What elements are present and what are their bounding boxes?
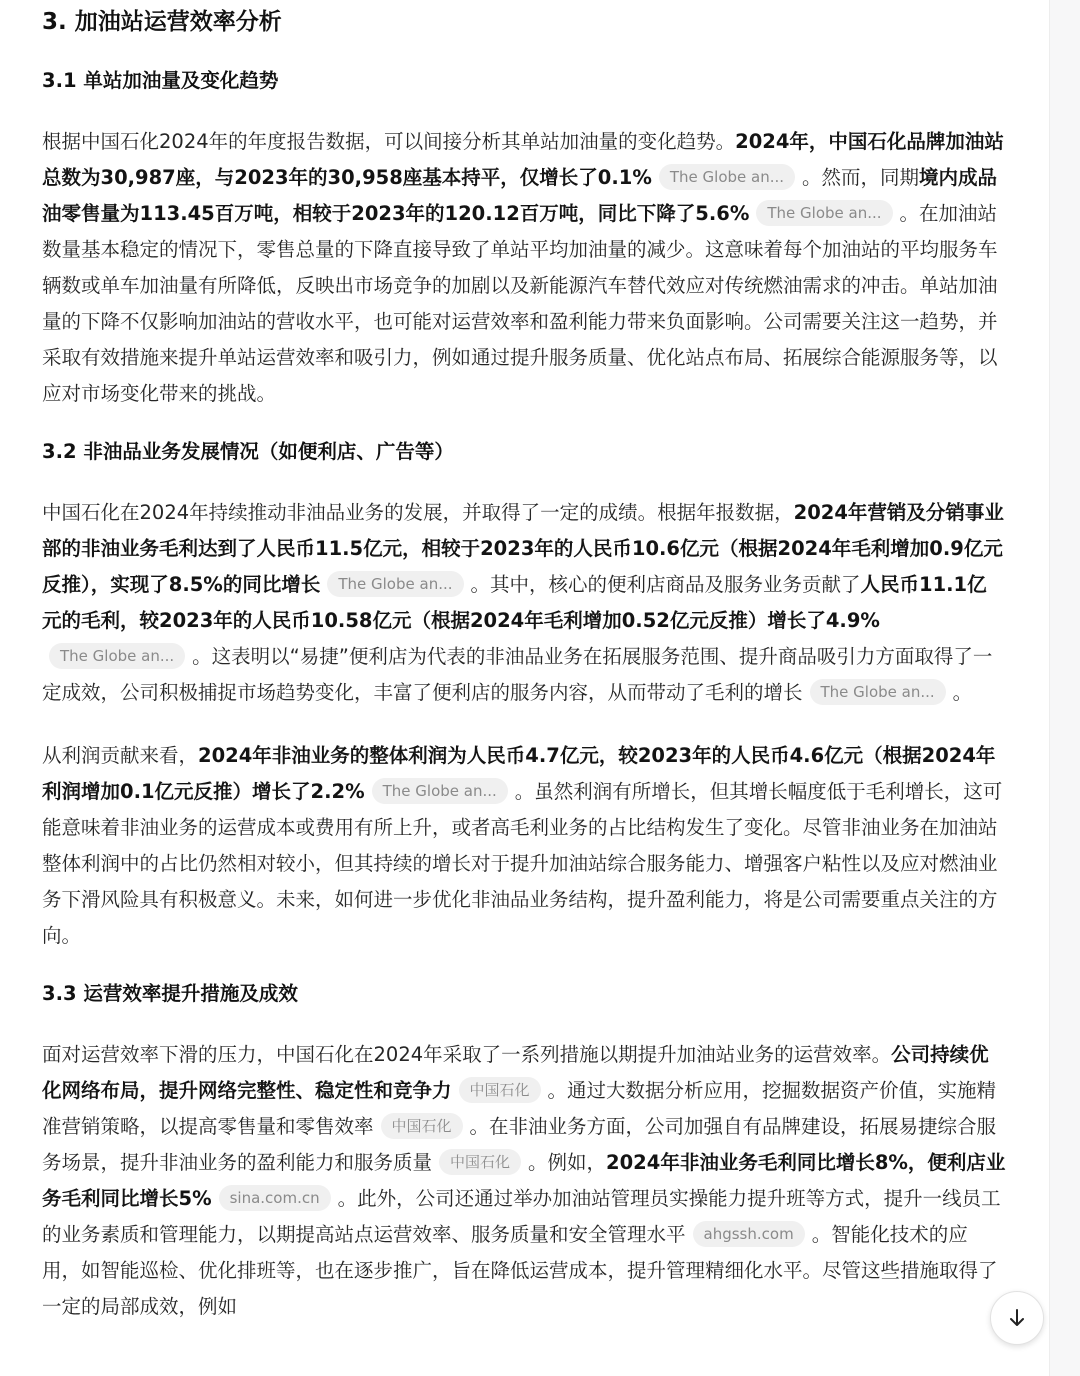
scroll-to-bottom-button[interactable] xyxy=(990,1291,1044,1345)
subsection-title-3-2: 3.2 非油品业务发展情况（如便利店、广告等） xyxy=(42,440,454,463)
text-span: 中国石化在2024年持续推动非油品业务的发展，并取得了一定的成绩。根据年报数据， xyxy=(42,501,794,524)
paragraph-3-3 xyxy=(42,1037,1006,1325)
bold-text: 2024年非油业务毛利同比增长8%，便利店业务毛利同比增长5% xyxy=(42,1151,1006,1210)
text-span: 。此外，公司还通过举办加油站管理员实操能力提升班等方式，提升一线员工的业务素质和管理能力，以期提高站点运营效率、服务质量和安全管理水平 xyxy=(42,1187,1001,1246)
text-span: 。在非油业务方面，公司加强自有品牌建设，拓展易捷综合服务场景，提升非油业务的盈利能力和服务质量 xyxy=(42,1115,997,1174)
text-span: 面对运营效率下滑的压力，中国石化在2024年采取了一系列措施以期提升加油站业务的运营效率。 xyxy=(42,1043,892,1066)
citation-chip[interactable]: 中国石化 xyxy=(381,1113,463,1139)
text-span: 。这表明以“易捷”便利店为代表的非油品业务在拓展服务范围、提升商品吸引力方面取得了一定成效，公司积极捕捉市场趋势变化，丰富了便利店的服务内容，从而带动了毛利的增长 xyxy=(42,645,993,704)
bold-text: 人民币11.1亿元的毛利，较2023年的人民币10.58亿元（根据2024年毛利增加0.52亿元反推）增长了4.9% xyxy=(42,573,987,632)
subsection-title-3-1: 3.1 单站加油量及变化趋势 xyxy=(42,69,279,92)
right-scroll-strip xyxy=(1049,0,1080,1376)
bold-text: 2024年营销及分销事业部的非油业务毛利达到了人民币11.5亿元，相较于2023年的人民币10.6亿元（根据2024年毛利增加0.9亿元反推），实现了8.5%的同比增长 xyxy=(42,501,1004,596)
text-span: 。例如， xyxy=(528,1151,607,1174)
paragraph-3-2-a xyxy=(42,495,1006,711)
text-span: 。然而，同期 xyxy=(802,166,920,189)
text-span: 。智能化技术的应用，如智能巡检、优化排班等，也在逐步推广，旨在降低运营成本，提升管理精细化水平。尽管这些措施取得了一定的局部成效，例如 xyxy=(42,1223,998,1318)
bold-text: 境内成品油零售量为113.45百万吨，相较于2023年的120.12百万吨，同比下降了5.6% xyxy=(42,166,998,225)
citation-chip[interactable]: The Globe an... xyxy=(372,778,508,804)
citation-chip[interactable]: 中国石化 xyxy=(459,1077,541,1103)
citation-chip[interactable]: sina.com.cn xyxy=(219,1185,331,1211)
citation-chip[interactable]: The Globe an... xyxy=(49,643,185,669)
citation-chip[interactable]: The Globe an... xyxy=(756,200,892,226)
paragraph-3-1 xyxy=(42,124,1006,412)
citation-chip[interactable]: The Globe an... xyxy=(659,164,795,190)
bold-text: 公司持续优化网络布局，提升网络完整性、稳定性和竞争力 xyxy=(42,1043,989,1102)
text-span: 。虽然利润有所增长，但其增长幅度低于毛利增长，这可能意味着非油业务的运营成本或费用有所上升，或者高毛利业务的占比结构发生了变化。尽管非油业务在加油站整体利润中的占比仍然相对较小，但其持续的增长对于提升加油站综合服务能力、增强客户粘性以及应对燃油业务下滑风险具有积极意义。未来，如何进一步优化非油品业务结构，提升盈利能力，将是公司需要重点关注的方向。 xyxy=(42,780,1003,947)
citation-chip[interactable]: ahgssh.com xyxy=(693,1221,805,1247)
citation-chip[interactable]: The Globe an... xyxy=(327,571,463,597)
paragraph-3-2-b xyxy=(42,738,1006,954)
section-heading: 3. 加油站运营效率分析 xyxy=(42,9,282,35)
citation-chip[interactable]: The Globe an... xyxy=(810,679,946,705)
subsection-title-3-3: 3.3 运营效率提升措施及成效 xyxy=(42,982,298,1005)
bold-text: 2024年非油业务的整体利润为人民币4.7亿元，较2023年的人民币4.6亿元（根据2024年利润增加0.1亿元反推）增长了2.2% xyxy=(42,744,996,803)
text-span: 根据中国石化2024年的年度报告数据，可以间接分析其单站加油量的变化趋势。 xyxy=(42,130,736,153)
text-span: 。通过大数据分析应用，挖掘数据资产价值，实施精准营销策略，以提高零售量和零售效率 xyxy=(42,1079,997,1138)
text-span: 。其中，核心的便利店商品及服务业务贡献了 xyxy=(470,573,861,596)
bold-text: 2024年，中国石化品牌加油站总数为30,987座，与2023年的30,958座基本持平，仅增长了0.1% xyxy=(42,130,1004,189)
citation-chip[interactable]: 中国石化 xyxy=(439,1149,521,1175)
article-content xyxy=(42,0,1006,1325)
text-span: 从利润贡献来看， xyxy=(42,744,199,767)
text-span: 。在加油站数量基本稳定的情况下，零售总量的下降直接导致了单站平均加油量的减少。这意味着每个加油站的平均服务车辆数或单车加油量有所降低，反映出市场竞争的加剧以及新能源汽车替代效应对传统燃油需求的冲击。单站加油量的下降不仅影响加油站的营收水平，也可能对运营效率和盈利能力带来负面影响。公司需要关注这一趋势，并采取有效措施来提升单站运营效率和吸引力，例如通过提升服务质量、优化站点布局、拓展综合能源服务等，以应对市场变化带来的挑战。 xyxy=(42,202,998,405)
arrow-down-icon xyxy=(1005,1306,1029,1330)
text-span: 。 xyxy=(952,681,973,704)
